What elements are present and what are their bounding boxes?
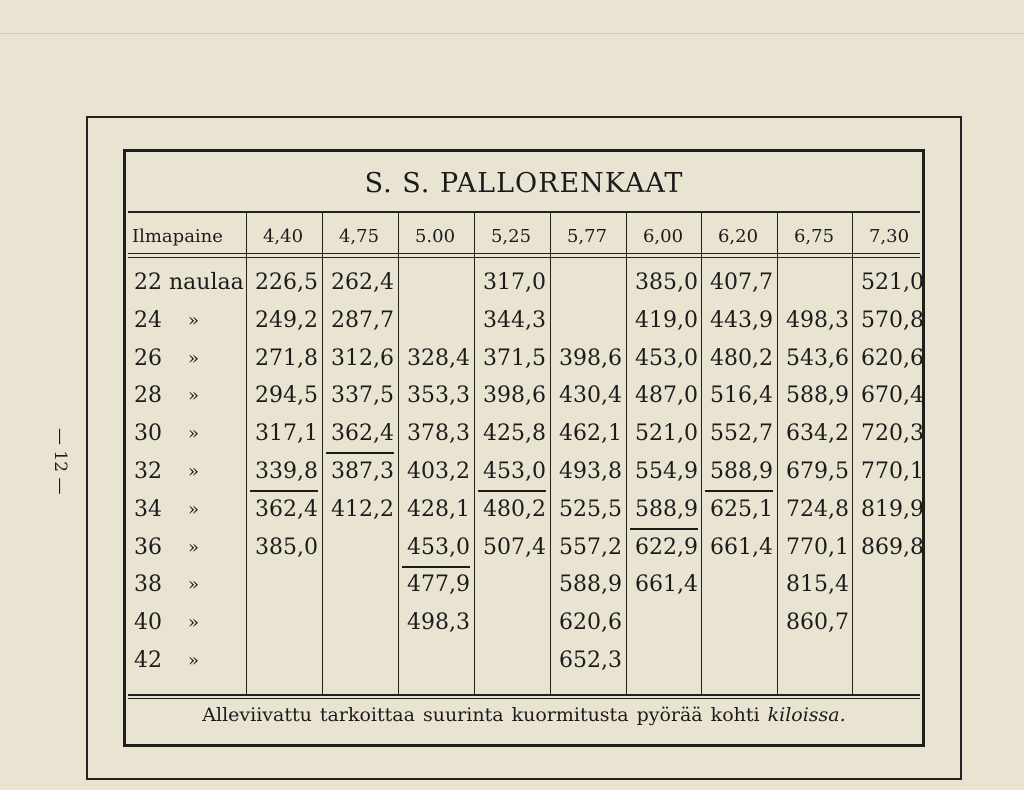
load-value: 521,0 — [861, 270, 924, 295]
load-value: 362,4 — [255, 496, 318, 522]
ditto-mark: » — [188, 612, 200, 634]
header-label: Ilmapaine — [132, 226, 223, 247]
ditto-mark: » — [188, 574, 200, 596]
row-label: 30 — [134, 421, 162, 447]
row-label: 40 — [134, 610, 162, 636]
load-value: 661,4 — [635, 572, 698, 598]
row-label: 34 — [134, 496, 162, 522]
load-value: 543,6 — [786, 345, 849, 371]
load-value: 588,9 — [786, 383, 849, 409]
footnote — [126, 704, 922, 726]
load-value: 362,4 — [331, 421, 394, 447]
load-value: 249,2 — [255, 307, 318, 333]
max-load-underline — [250, 490, 318, 492]
load-value: 428,1 — [407, 496, 470, 522]
footer-rule-secondary — [128, 698, 920, 699]
max-load-underline — [326, 452, 394, 454]
column-divider — [777, 213, 778, 694]
load-value: 620,6 — [559, 610, 622, 636]
ditto-mark: » — [188, 385, 200, 407]
load-value: 498,3 — [786, 307, 849, 333]
load-value: 554,9 — [635, 459, 698, 484]
pressure-header: 4,75 — [338, 226, 380, 247]
load-value: 339,8 — [255, 459, 318, 484]
ditto-mark: » — [188, 423, 200, 445]
load-value: 398,6 — [559, 345, 622, 371]
load-value: 634,2 — [786, 421, 849, 447]
load-value: 477,9 — [407, 572, 470, 598]
ditto-mark: » — [188, 461, 200, 482]
load-value: 312,6 — [331, 345, 394, 371]
pressure-header: 6,00 — [642, 226, 684, 247]
load-value: 679,5 — [786, 459, 849, 484]
load-value: 770,1 — [861, 459, 924, 484]
load-value: 294,5 — [255, 383, 318, 409]
load-value: 387,3 — [331, 459, 394, 484]
load-value: 287,7 — [331, 307, 394, 333]
load-value: 419,0 — [635, 307, 698, 333]
load-value: 498,3 — [407, 610, 470, 636]
max-load-underline — [630, 528, 698, 530]
load-value: 487,0 — [635, 383, 698, 409]
column-divider — [852, 213, 853, 694]
load-value: 353,3 — [407, 383, 470, 409]
load-value: 453,0 — [483, 459, 546, 484]
pressure-header: 6,75 — [793, 226, 835, 247]
load-value: 317,1 — [255, 421, 318, 447]
page-number: — 12 — — [50, 428, 70, 495]
column-divider — [626, 213, 627, 694]
row-label: 38 — [134, 572, 162, 598]
load-value: 570,8 — [861, 307, 924, 333]
load-value: 622,9 — [635, 534, 698, 560]
load-value: 226,5 — [255, 270, 318, 295]
load-value: 724,8 — [786, 496, 849, 522]
load-value: 344,3 — [483, 307, 546, 333]
load-value: 453,0 — [635, 345, 698, 371]
ditto-mark: » — [188, 347, 200, 369]
load-value: 385,0 — [255, 534, 318, 560]
footer-rule — [128, 694, 920, 696]
pressure-header: 6,20 — [717, 226, 759, 247]
load-value: 516,4 — [710, 383, 773, 409]
load-value: 430,4 — [559, 383, 622, 409]
load-value: 720,3 — [861, 421, 924, 447]
load-value: 507,4 — [483, 534, 546, 560]
load-value: 412,2 — [331, 496, 394, 522]
load-value: 869,8 — [861, 534, 924, 560]
ditto-mark: » — [188, 650, 200, 671]
column-divider — [246, 213, 247, 694]
ditto-mark: » — [188, 309, 200, 331]
ditto-mark: » — [188, 536, 200, 558]
column-divider — [701, 213, 702, 694]
load-value: 588,9 — [635, 496, 698, 522]
column-divider — [474, 213, 475, 694]
load-value: 525,5 — [559, 496, 622, 522]
load-value: 403,2 — [407, 459, 470, 484]
load-value: 521,0 — [635, 421, 698, 447]
load-value: 378,3 — [407, 421, 470, 447]
load-value: 407,7 — [710, 270, 773, 295]
load-value: 317,0 — [483, 270, 546, 295]
load-value: 552,7 — [710, 421, 773, 447]
load-value: 480,2 — [710, 345, 773, 371]
load-value: 453,0 — [407, 534, 470, 560]
page-top-rule — [0, 33, 1024, 34]
load-value: 443,9 — [710, 307, 773, 333]
pressure-header: 5.00 — [414, 226, 456, 247]
column-divider — [322, 213, 323, 694]
row-label: 26 — [134, 345, 162, 371]
row-label: 22 naulaa — [134, 270, 244, 295]
pressure-header: 7,30 — [868, 226, 910, 247]
load-value: 625,1 — [710, 496, 773, 522]
load-value: 398,6 — [483, 383, 546, 409]
row-label: 36 — [134, 534, 162, 560]
footnote-text: Alleviivattu tarkoittaa suurinta kuormitusta pyörää kohti — [202, 704, 760, 726]
load-value: 652,3 — [559, 648, 622, 673]
load-value: 819,9 — [861, 496, 924, 522]
load-value: 620,6 — [861, 345, 924, 371]
max-load-underline — [478, 490, 546, 492]
pressure-header: 4,40 — [262, 226, 304, 247]
max-load-underline — [402, 566, 470, 568]
load-value: 860,7 — [786, 610, 849, 636]
load-value: 328,4 — [407, 345, 470, 371]
load-value: 815,4 — [786, 572, 849, 598]
load-value: 271,8 — [255, 345, 318, 371]
column-divider — [550, 213, 551, 694]
column-divider — [398, 213, 399, 694]
load-value: 557,2 — [559, 534, 622, 560]
pressure-header: 5,77 — [566, 226, 608, 247]
load-value: 588,9 — [559, 572, 622, 598]
load-value: 337,5 — [331, 383, 394, 409]
load-value: 661,4 — [710, 534, 773, 560]
load-value: 770,1 — [786, 534, 849, 560]
load-value: 371,5 — [483, 345, 546, 371]
load-value: 670,4 — [861, 383, 924, 409]
tire-load-table — [123, 149, 925, 747]
load-value: 462,1 — [559, 421, 622, 447]
ditto-mark: » — [188, 498, 200, 520]
pressure-header: 5,25 — [490, 226, 532, 247]
load-value: 480,2 — [483, 496, 546, 522]
load-value: 588,9 — [710, 459, 773, 484]
row-label: 24 — [134, 307, 162, 333]
load-value: 493,8 — [559, 459, 622, 484]
row-label: 42 — [134, 648, 162, 673]
row-label: 28 — [134, 383, 162, 409]
footnote-unit: kiloissa. — [767, 704, 846, 726]
load-value: 262,4 — [331, 270, 394, 295]
load-value: 385,0 — [635, 270, 698, 295]
max-load-underline — [705, 490, 773, 492]
load-value: 425,8 — [483, 421, 546, 447]
table-title: S. S. PALLORENKAAT — [364, 168, 684, 199]
row-label: 32 — [134, 459, 162, 484]
